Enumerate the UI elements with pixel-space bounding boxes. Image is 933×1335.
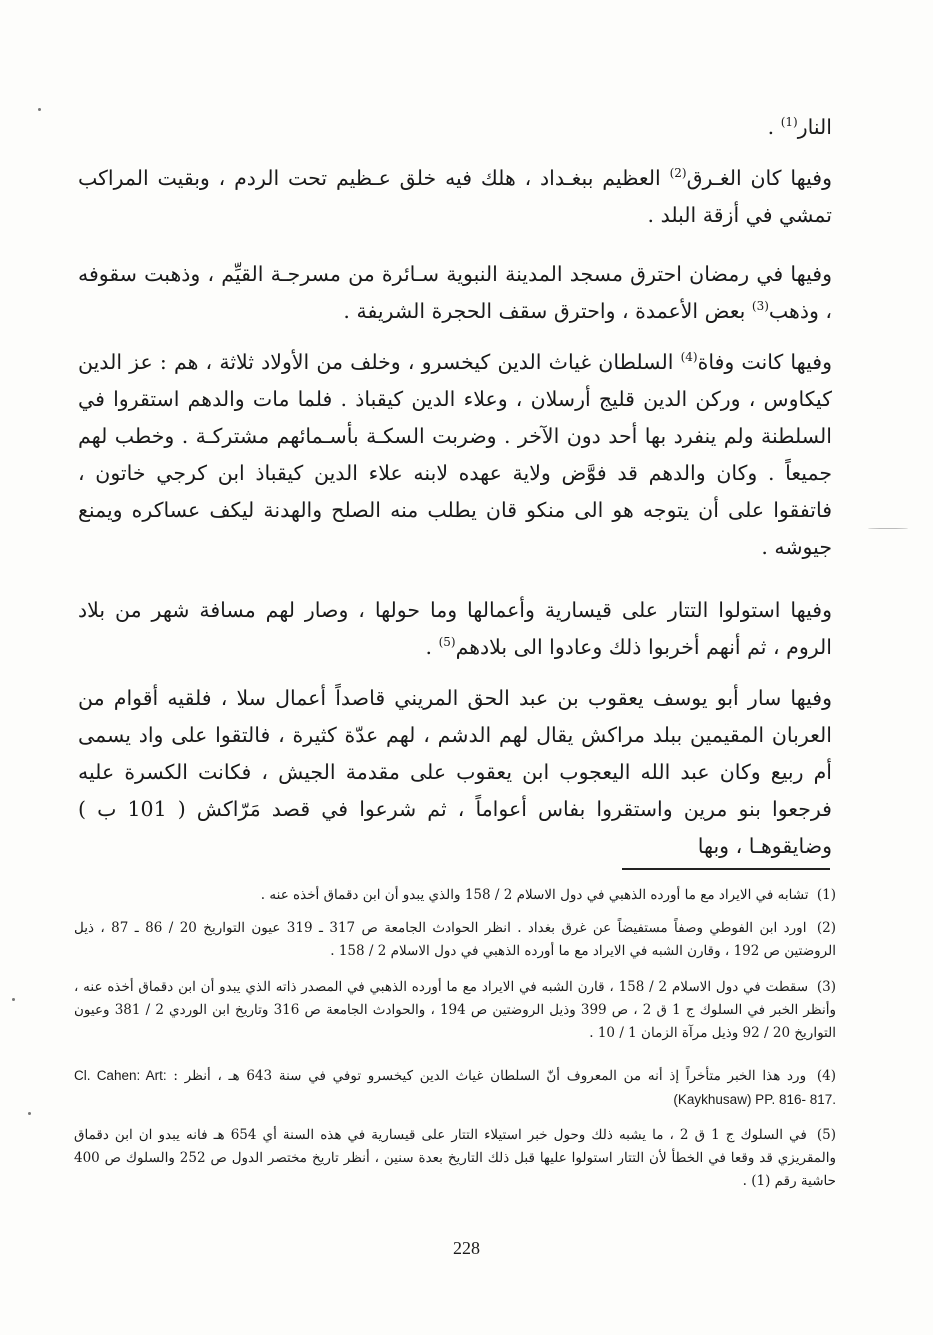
- paragraph-text: وفيها استولوا التتار على قيسارية وأعمالها وما حولها ، وصار لهم مسافة شهر من بلاد الروم ، ثم أنهم أخربوا ذلك وعادوا الى بلادهم: [78, 598, 832, 659]
- footnote-2: [74, 917, 836, 963]
- scan-speck: [12, 998, 15, 1001]
- paragraph-text: وفيها كانت وفاة: [697, 350, 833, 374]
- footnote-ref: (3): [751, 299, 769, 314]
- footnote-number: (5): [816, 1127, 836, 1143]
- footnote-text: في السلوك ج 1 ق 2 ، ما يشبه ذلك وحول خبر استيلاء التتار على قيسارية في هذه السنة أي 654 هـ فانه يبدو ان ابن دقماق والمقريزي قد وقعا في الخطأ لأن التتار استولوا عليها قبل ذلك التاريخ بعدة سنين ، أنظر تاريخ مختصر الدول ص 252 والسلوك ص 400 حاشية رقم (1) .: [74, 1127, 836, 1189]
- paragraph-2: [78, 256, 832, 330]
- paragraph-1: [78, 160, 832, 234]
- footnote-number: (2): [816, 920, 837, 936]
- scan-speck: [28, 1112, 31, 1115]
- footnote-text: سقطت في دول الاسلام 2 / 158 ، قارن الشبه في الايراد مع ما أورده الذهبي في المصدر ذاته الذي يبدو أن ابن دقماق أخذه عنه ، وأنظر الخبر في السلوك ج 1 ق 2 ، ص 399 وذيل الروضتين ص 194 ، والحوادث الجامعة ص 316 وتاريخ ابن الوردي 2 / 381 وعيون التواريخ 20 / 92 وذيل مرآة الزمان 1 / 10 .: [74, 979, 836, 1041]
- paragraph-text: وفيها سار أبو يوسف يعقوب بن عبد الحق المريني قاصداً أعمال سلا ، فلقيه أقوام من العربان المقيمين ببلد مراكش يقال لهم الدشم ، لهم عدّة كثيرة ، فالتقوا على واد يسمى أم ربيع وكان عبد الله اليعجوب ابن يعقوب على مقدمة الجيش ، فكانت الكسرة عليه فرجعوا بنو مرين واستقروا بفاس أعواماً ، ثم شرعوا في قصد مَرّاكش ( 101 ب ) وضايقوهـا ، وبها: [78, 686, 832, 858]
- footnote-number: (1): [816, 887, 836, 903]
- paragraph-text: وفيها كان الغـرق: [686, 166, 832, 190]
- paragraph-5: [78, 680, 832, 865]
- footnote-text: ورد هذا الخبر متأخراً إذ أنه من المعروف أنّ السلطان غياث الدين كيخسرو توفي في سنة 643 هـ ، أنظر :: [173, 1068, 807, 1084]
- opening-end: .: [767, 115, 781, 139]
- footnote-ref: (2): [669, 166, 687, 181]
- opening-line: [768, 115, 832, 139]
- footnote-5: [74, 1124, 836, 1193]
- paragraph-4: [78, 592, 832, 666]
- scan-speck: [868, 528, 908, 529]
- paragraph-text: .: [425, 635, 439, 659]
- footnote-4: [74, 1064, 836, 1112]
- footnote-text: اورد ابن الفوطي وصفاً مستفيضاً عن غرق بغداد . انظر الحوادث الجامعة ص 317 ـ 319 عيون التواريخ 20 / 86 ـ 87 ، ذيل الروضتين ص 192 ، وقارن الشبه في الايراد مع ما أورده الذهبي في دول الاسلام 2 / 158 .: [74, 920, 836, 959]
- paragraph-3: [78, 344, 832, 566]
- scan-speck: [38, 108, 41, 111]
- footnote-ref: (5): [438, 635, 456, 650]
- footnote-separator: [622, 868, 830, 870]
- footnote-1: [74, 884, 836, 907]
- footnote-3: [74, 976, 836, 1045]
- footnote-number: (3): [816, 979, 836, 995]
- footnote-text: تشابه في الايراد مع ما أورده الذهبي في دول الاسلام 2 / 158 والذي يبدو أن ابن دقماق أخذه عنه .: [260, 887, 809, 903]
- paragraph-text: بعض الأعمدة ، واحترق سقف الحجرة الشريفة .: [343, 299, 752, 323]
- paragraph-text: وفيها في رمضان احترق مسجد المدينة النبوية سـائرة من مسرجـة القيِّم ، وذهبت سقوفه ، وذهب: [78, 262, 832, 323]
- page-number: 228: [453, 1238, 480, 1258]
- footnote-ref: (1): [780, 115, 798, 130]
- opening-text: النار: [797, 115, 832, 139]
- footnote-number: (4): [816, 1068, 836, 1084]
- paragraph-text: العظيم ببغـداد ، هلك فيه خلق عـظيم تحت الردم ، وبقيت المراكب تمشي في أزقة البلد .: [78, 166, 832, 227]
- paragraph-text: السلطان غياث الدين كيخسرو ، وخلف من الأولاد ثلاثة ، هم : عز الدين كيكاوس ، وركن الدين قليج أرسلان ، وعلاء الدين كيقباذ . فلما مات والدهم استقروا في السلطنة ولم ينفرد بها أحد دون الآخر . وضربت السكـة بأسـمائهم مشتركـة . وخطب لهم جميعاً . وكان والدهم قد فوَّض ولاية عهده لابنه علاء الدين كيقباذ ابن كرجي خاتون ، فاتفقوا على أن يتوجه هو الى منكو قان يطلب منه الصلح والهدنة ليكف عساكره ويمنع جيوشه .: [78, 350, 832, 559]
- footnote-latin-citation: Cl. Cahen: Art: (Kaykhusaw) PP. 816- 817.: [74, 1068, 836, 1107]
- footnote-ref: (4): [680, 350, 698, 365]
